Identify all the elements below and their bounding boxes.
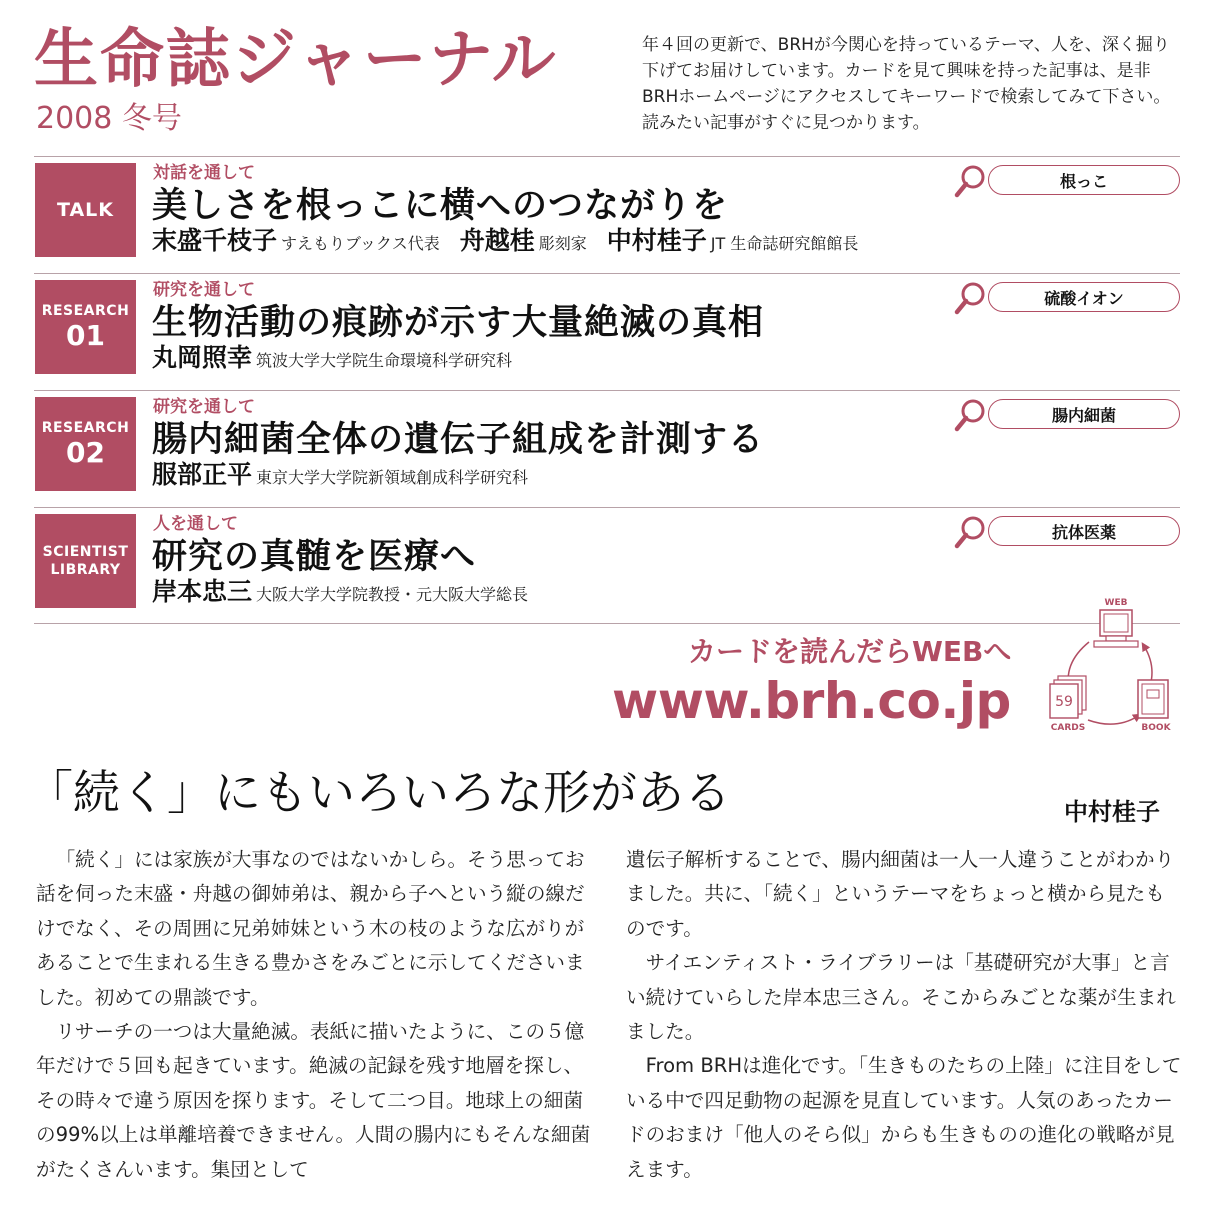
divider [34, 623, 1180, 624]
essay-column-right [626, 843, 1182, 1187]
author-name: 丸岡照幸 [152, 343, 253, 372]
article-authors [152, 228, 878, 253]
article-headline: 腸内細菌全体の遺伝子組成を計測する [152, 420, 765, 460]
article-authors [152, 579, 548, 604]
article-row-talk[interactable] [34, 156, 1180, 260]
essay-column-left [36, 843, 592, 1187]
issue-label: 2008 冬号 [36, 101, 182, 136]
article-kicker: 対話を通して [153, 163, 255, 183]
author-affiliation: JT 生命誌研究館館長 [710, 234, 859, 253]
magnifier-icon [954, 398, 986, 432]
essay-author: 中村桂子 [1064, 798, 1160, 826]
essay-title: 「続く」にもいろいろな形がある [26, 766, 731, 821]
article-kicker: 研究を通して [153, 280, 255, 300]
article-row-research-02[interactable] [34, 390, 1180, 494]
essay-paragraph: From BRHは進化です。「生きものたちの上陸」に注目をしている中で四足動物の起源を見直しています。人気のあったカードのおまけ「他人のそら似」からも生きものの進化の戦略が見えます。 [626, 1054, 1182, 1181]
author-name: 舟越桂 [459, 226, 535, 255]
author-affiliation: 彫刻家 [538, 234, 587, 253]
magnifier-icon [954, 164, 986, 198]
article-headline: 美しさを根っこに横へのつながりを [152, 186, 729, 226]
keyword-search-pill[interactable]: 腸内細菌 [988, 399, 1180, 429]
magnifier-icon [954, 515, 986, 549]
badge-label: LIBRARY [50, 562, 121, 578]
category-badge [35, 163, 136, 257]
badge-label: RESEARCH [41, 420, 130, 436]
article-kicker: 研究を通して [153, 397, 255, 417]
cycle-web-label: WEB [1104, 598, 1128, 608]
author-affiliation: 筑波大学大学院生命環境科学研究科 [256, 351, 513, 370]
author-name: 中村桂子 [606, 226, 707, 255]
essay-paragraph: 遺伝子解析することで、腸内細菌は一人一人違うことがわかりました。共に、「続く」というテーマをちょっと横から見たものです。 [626, 848, 1175, 940]
author-name: 末盛千枝子 [152, 226, 278, 255]
article-authors [152, 345, 532, 370]
author-name: 服部正平 [152, 460, 253, 489]
article-row-scientist-library[interactable] [34, 507, 1180, 611]
category-badge [35, 280, 136, 374]
magnifier-icon [954, 281, 986, 315]
author-name: 岸本忠三 [152, 577, 253, 606]
badge-label: TALK [56, 199, 115, 221]
cycle-cards-label: CARDS [1050, 723, 1086, 733]
keyword-search-pill[interactable]: 抗体医薬 [988, 516, 1180, 546]
badge-number: 01 [66, 319, 105, 352]
keyword-search-pill[interactable]: 根っこ [988, 165, 1180, 195]
article-authors [152, 462, 548, 487]
badge-label: RESEARCH [41, 303, 130, 319]
web-callout: カードを読んだらWEBへ [688, 635, 1012, 668]
essay-paragraph: サイエンティスト・ライブラリーは「基礎研究が大事」と言い続けていらした岸本忠三さん。そこからみごとな薬が生まれました。 [626, 951, 1176, 1044]
article-kicker: 人を通して [153, 514, 238, 534]
article-headline: 生物活動の痕跡が示す大量絶滅の真相 [152, 303, 765, 343]
badge-number: 02 [66, 436, 105, 469]
article-headline: 研究の真髄を医療へ [152, 537, 477, 577]
author-affiliation: すえもりブックス代表 [281, 234, 440, 253]
category-badge [35, 514, 136, 608]
website-link[interactable]: www.brh.co.jp [612, 672, 1011, 730]
badge-label: SCIENTIST [42, 544, 129, 560]
keyword-search-pill[interactable]: 硫酸イオン [988, 282, 1180, 312]
intro-text: 年４回の更新で、BRHが今関心を持っているテーマ、人を、深く掘り下げてお届けしています。カードを見て興味を持った記事は、是非BRHホームページにアクセスしてキーワードで検索してみて下さい。読みたい記事がすぐに見つかります。 [642, 35, 1171, 133]
web-cards-book-cycle-icon [1044, 596, 1186, 734]
article-row-research-01[interactable] [34, 273, 1180, 377]
cycle-card-count: 59 [1055, 694, 1073, 710]
category-badge [35, 397, 136, 491]
essay-paragraph: 「続く」には家族が大事なのではないかしら。そう思ってお話を伺った末盛・舟越の御姉弟は、親から子へという縦の線だけでなく、その周囲に兄弟姉妹という木の枝のような広がりがあることで生まれる生きる豊かさをみごとに示してくださいました。初めての鼎談です。 [36, 848, 585, 1009]
cycle-book-label: BOOK [1141, 723, 1171, 733]
journal-title: 生命誌ジャーナル [34, 23, 558, 97]
author-affiliation: 東京大学大学院新領域創成科学研究科 [256, 468, 529, 487]
essay-paragraph: リサーチの一つは大量絶滅。表紙に描いたように、この５億年だけで５回も起きています。絶滅の記録を残す地層を探し、その時々で違う原因を探ります。そして二つ目。地球上の細菌の99%以上は単離培養できません。人間の腸内にもそんな細菌がたくさんいます。集団として [36, 1020, 591, 1181]
author-affiliation: 大阪大学大学院教授・元大阪大学総長 [256, 585, 529, 604]
